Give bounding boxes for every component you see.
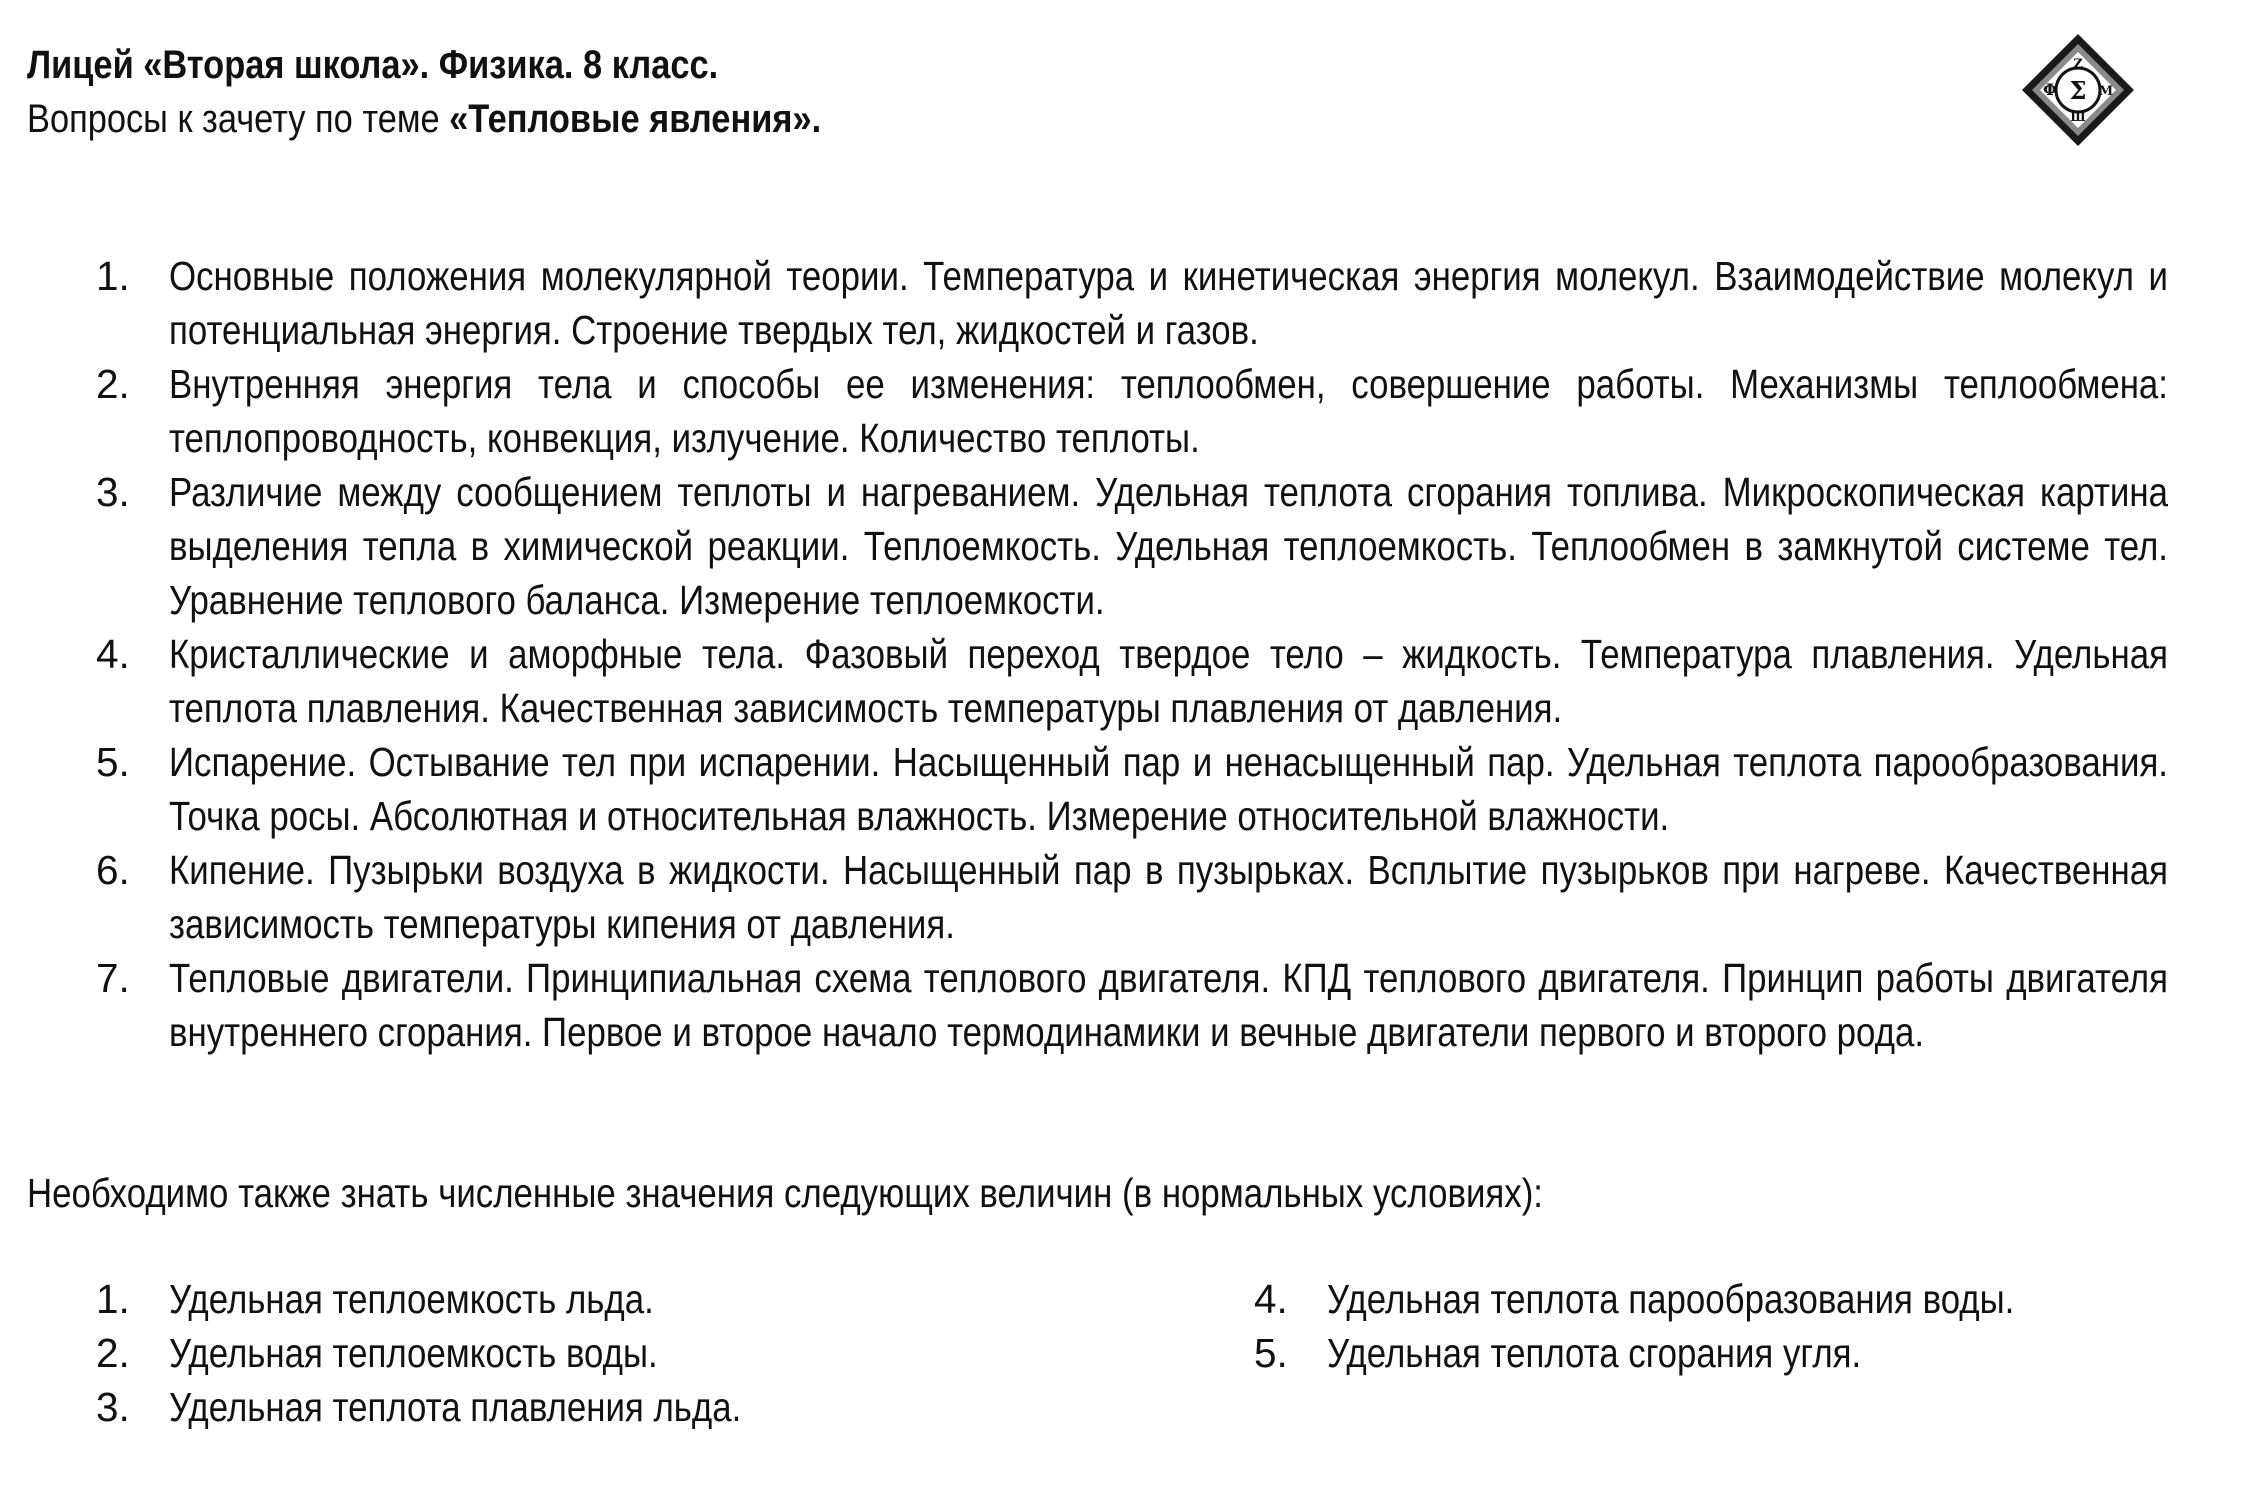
topic-prefix: Вопросы к зачету по теме (27, 97, 450, 141)
question-number: 7. (96, 955, 130, 1001)
value-number: 1. (96, 1276, 130, 1322)
value-text: Удельная теплота сгорания угля. (1327, 1330, 1862, 1376)
question-item (88, 357, 2168, 465)
question-item (88, 951, 2168, 1059)
value-text: Удельная теплота парообразования воды. (1327, 1276, 2015, 1322)
question-item (88, 249, 2168, 357)
value-item (96, 1272, 834, 1326)
logo-letter-left: Φ (2043, 80, 2057, 99)
question-number: 5. (96, 739, 130, 785)
question-text: Кипение. Пузырьки воздуха в жидкости. Насыщенный пар в пузырьках. Всплытие пузырьков при нагреве. Качественная зависимость температуры кипения от давления. (169, 847, 2168, 947)
values-list-left (96, 1272, 834, 1434)
value-text: Удельная теплоемкость льда. (169, 1276, 654, 1322)
question-item (88, 735, 2168, 843)
value-text: Удельная теплоемкость воды. (169, 1330, 658, 1376)
value-item (1254, 1326, 2126, 1380)
question-number: 6. (96, 847, 130, 893)
value-number: 4. (1254, 1276, 1288, 1322)
value-number: 2. (96, 1330, 130, 1376)
question-number: 4. (96, 631, 130, 677)
exam-questions-list (88, 249, 2168, 1059)
logo-sigma: Σ (2069, 76, 2087, 105)
question-item (88, 843, 2168, 951)
values-note: Необходимо также знать численные значения следующих величин (в нормальных условиях): (27, 1170, 1543, 1216)
school-course-title: Лицей «Вторая школа». Физика. 8 класс. (27, 43, 719, 87)
logo-letter-bottom: Ш (2070, 110, 2086, 124)
value-number: 3. (96, 1384, 130, 1430)
question-number: 2. (96, 361, 130, 407)
value-item (96, 1380, 834, 1434)
question-text: Внутренняя энергия тела и способы ее изменения: теплообмен, совершение работы. Механизмы теплообмена: теплопроводность, конвекция, излучение. Количество теплоты. (169, 361, 2168, 461)
question-text: Кристаллические и аморфные тела. Фазовый переход твердое тело – жидкость. Температура плавления. Удельная теплота плавления. Качественная зависимость температуры плавления от давления. (169, 631, 2168, 731)
logo-letter-top: Z (2073, 57, 2083, 72)
values-list-right (1254, 1272, 2126, 1380)
question-text: Различие между сообщением теплоты и нагреванием. Удельная теплота сгорания топлива. Микроскопическая картина выделения тепла в химической реакции. Теплоемкость. Удельная теплоемкость. Теплообмен в замкнутой системе тел. Уравнение теплового баланса. Измерение теплоемкости. (169, 469, 2168, 623)
value-item (1254, 1272, 2126, 1326)
topic-title: «Тепловые явления». (449, 97, 822, 141)
question-number: 3. (96, 469, 130, 515)
question-number: 1. (96, 253, 130, 299)
question-text: Испарение. Остывание тел при испарении. Насыщенный пар и ненасыщенный пар. Удельная теплота парообразования. Точка росы. Абсолютная и относительная влажность. Измерение относительной влажности. (169, 739, 2168, 839)
topic-line (27, 92, 1661, 146)
logo-letter-right: M (2098, 84, 2114, 99)
question-text: Тепловые двигатели. Принципиальная схема теплового двигателя. КПД теплового двигателя. Принцип работы двигателя внутреннего сгорания. Первое и второе начало термодинамики и вечные двигатели первого и второго рода. (169, 955, 2168, 1055)
value-number: 5. (1254, 1330, 1288, 1376)
question-text: Основные положения молекулярной теории. Температура и кинетическая энергия молекул. Взаимодействие молекул и потенциальная энергия. Строение твердых тел, жидкостей и газов. (169, 253, 2168, 353)
value-item (96, 1326, 834, 1380)
value-text: Удельная теплота плавления льда. (169, 1384, 742, 1430)
school-logo-icon (2018, 30, 2138, 150)
document-header (27, 38, 1661, 146)
question-item (88, 465, 2168, 627)
question-item (88, 627, 2168, 735)
